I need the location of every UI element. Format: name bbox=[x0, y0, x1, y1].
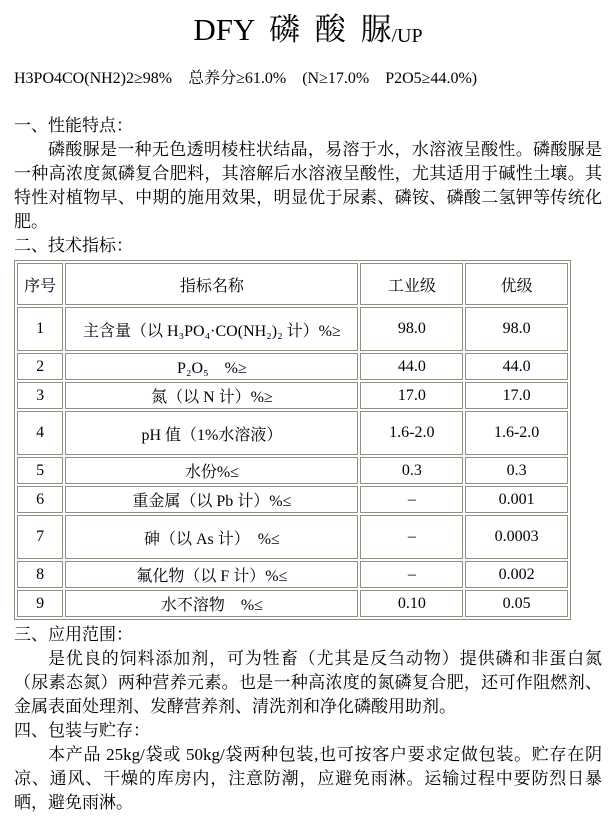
industrial-grade-value-cell: 0.3 bbox=[360, 457, 463, 484]
page-title-text: DFY 磷 酸 脲 bbox=[193, 12, 392, 47]
indicator-name-cell: 主含量（以 H₃PO₄·CO(NH₂)₂ 计）%≥ bbox=[65, 307, 358, 351]
premium-grade-value-cell: 0.002 bbox=[465, 561, 568, 588]
indicator-name-cell: 水份%≤ bbox=[65, 457, 358, 484]
table-row bbox=[17, 411, 568, 455]
industrial-grade-value-cell: 98.0 bbox=[360, 307, 463, 351]
row-number-cell: 6 bbox=[17, 486, 63, 513]
table-row bbox=[17, 382, 568, 409]
column-header-number: 序号 bbox=[17, 263, 63, 305]
column-header-premium: 优级 bbox=[465, 263, 568, 305]
table-row bbox=[17, 561, 568, 588]
premium-grade-value-cell: 17.0 bbox=[465, 382, 568, 409]
table-row bbox=[17, 590, 568, 617]
industrial-grade-value-cell: – bbox=[360, 561, 463, 588]
section-heading-specs: 二、技术指标： bbox=[14, 236, 133, 255]
row-number-cell: 7 bbox=[17, 515, 63, 559]
indicator-name-cell: P₂O₅ %≥ bbox=[65, 353, 358, 380]
industrial-grade-value-cell: 0.10 bbox=[360, 590, 463, 617]
premium-grade-value-cell: 1.6-2.0 bbox=[465, 411, 568, 455]
row-number-cell: 3 bbox=[17, 382, 63, 409]
premium-grade-value-cell: 0.3 bbox=[465, 457, 568, 484]
table-row bbox=[17, 307, 568, 351]
premium-grade-value-cell: 0.05 bbox=[465, 590, 568, 617]
section-body-performance: 磷酸脲是一种无色透明棱柱状结晶，易溶于水，水溶液呈酸性。磷酸脲是一种高浓度氮磷复合肥料，其溶解后水溶液呈酸性，尤其适用于碱性土壤。其特性对植物早、中期的施用效果，明显优于尿素、磷铵、磷酸二氢钾等传统化肥。 bbox=[14, 140, 602, 231]
table-header-row bbox=[17, 263, 568, 305]
premium-grade-value-cell: 98.0 bbox=[465, 307, 568, 351]
row-number-cell: 9 bbox=[17, 590, 63, 617]
page-title-suffix: /UP bbox=[391, 25, 423, 47]
table-row bbox=[17, 515, 568, 559]
indicator-name-cell: 重金属（以 Pb 计）%≤ bbox=[65, 486, 358, 513]
industrial-grade-value-cell: 44.0 bbox=[360, 353, 463, 380]
table-row bbox=[17, 486, 568, 513]
indicator-name-cell: pH 值（1%水溶液） bbox=[65, 411, 358, 455]
industrial-grade-value-cell: 1.6-2.0 bbox=[360, 411, 463, 455]
indicator-name-cell: 水不溶物 %≤ bbox=[65, 590, 358, 617]
premium-grade-value-cell: 44.0 bbox=[465, 353, 568, 380]
industrial-grade-value-cell: – bbox=[360, 515, 463, 559]
page-title bbox=[14, 6, 602, 58]
premium-grade-value-cell: 0.0003 bbox=[465, 515, 568, 559]
table-row bbox=[17, 457, 568, 484]
column-header-industrial: 工业级 bbox=[360, 263, 463, 305]
section-heading-packaging: 四、包装与贮存： bbox=[14, 721, 150, 740]
chemical-formula-line: H3PO4CO(NH2)2≥98% 总养分≥61.0% (N≥17.0% P2O5≥44.0%) bbox=[14, 70, 478, 87]
row-number-cell: 5 bbox=[17, 457, 63, 484]
table-row bbox=[17, 353, 568, 380]
indicator-name-cell: 氟化物（以 F 计）%≤ bbox=[65, 561, 358, 588]
row-number-cell: 2 bbox=[17, 353, 63, 380]
premium-grade-value-cell: 0.001 bbox=[465, 486, 568, 513]
column-header-indicator: 指标名称 bbox=[65, 263, 358, 305]
section-heading-performance: 一、性能特点： bbox=[14, 116, 133, 135]
industrial-grade-value-cell: – bbox=[360, 486, 463, 513]
industrial-grade-value-cell: 17.0 bbox=[360, 382, 463, 409]
section-body-application: 是优良的饲料添加剂，可为牲畜（尤其是反刍动物）提供磷和非蛋白氮（尿素态氮）两种营养元素。也是一种高浓度的氮磷复合肥，还可作阻燃剂、金属表面处理剂、发酵营养剂、清洗剂和净化磷酸用助剂。 bbox=[14, 649, 602, 716]
indicator-name-cell: 砷（以 As 计） %≤ bbox=[65, 515, 358, 559]
row-number-cell: 1 bbox=[17, 307, 63, 351]
section-heading-application: 三、应用范围： bbox=[14, 625, 133, 644]
section-body-packaging: 本产品 25kg/袋或 50kg/袋两种包装,也可按客户要求定做包装。贮存在阴凉、通风、干燥的库房内，注意防潮，应避免雨淋。运输过程中要防烈日暴晒，避免雨淋。 bbox=[14, 745, 602, 812]
specs-table bbox=[14, 260, 571, 620]
specs-table-body bbox=[17, 307, 568, 617]
row-number-cell: 4 bbox=[17, 411, 63, 455]
row-number-cell: 8 bbox=[17, 561, 63, 588]
indicator-name-cell: 氮（以 N 计）%≥ bbox=[65, 382, 358, 409]
